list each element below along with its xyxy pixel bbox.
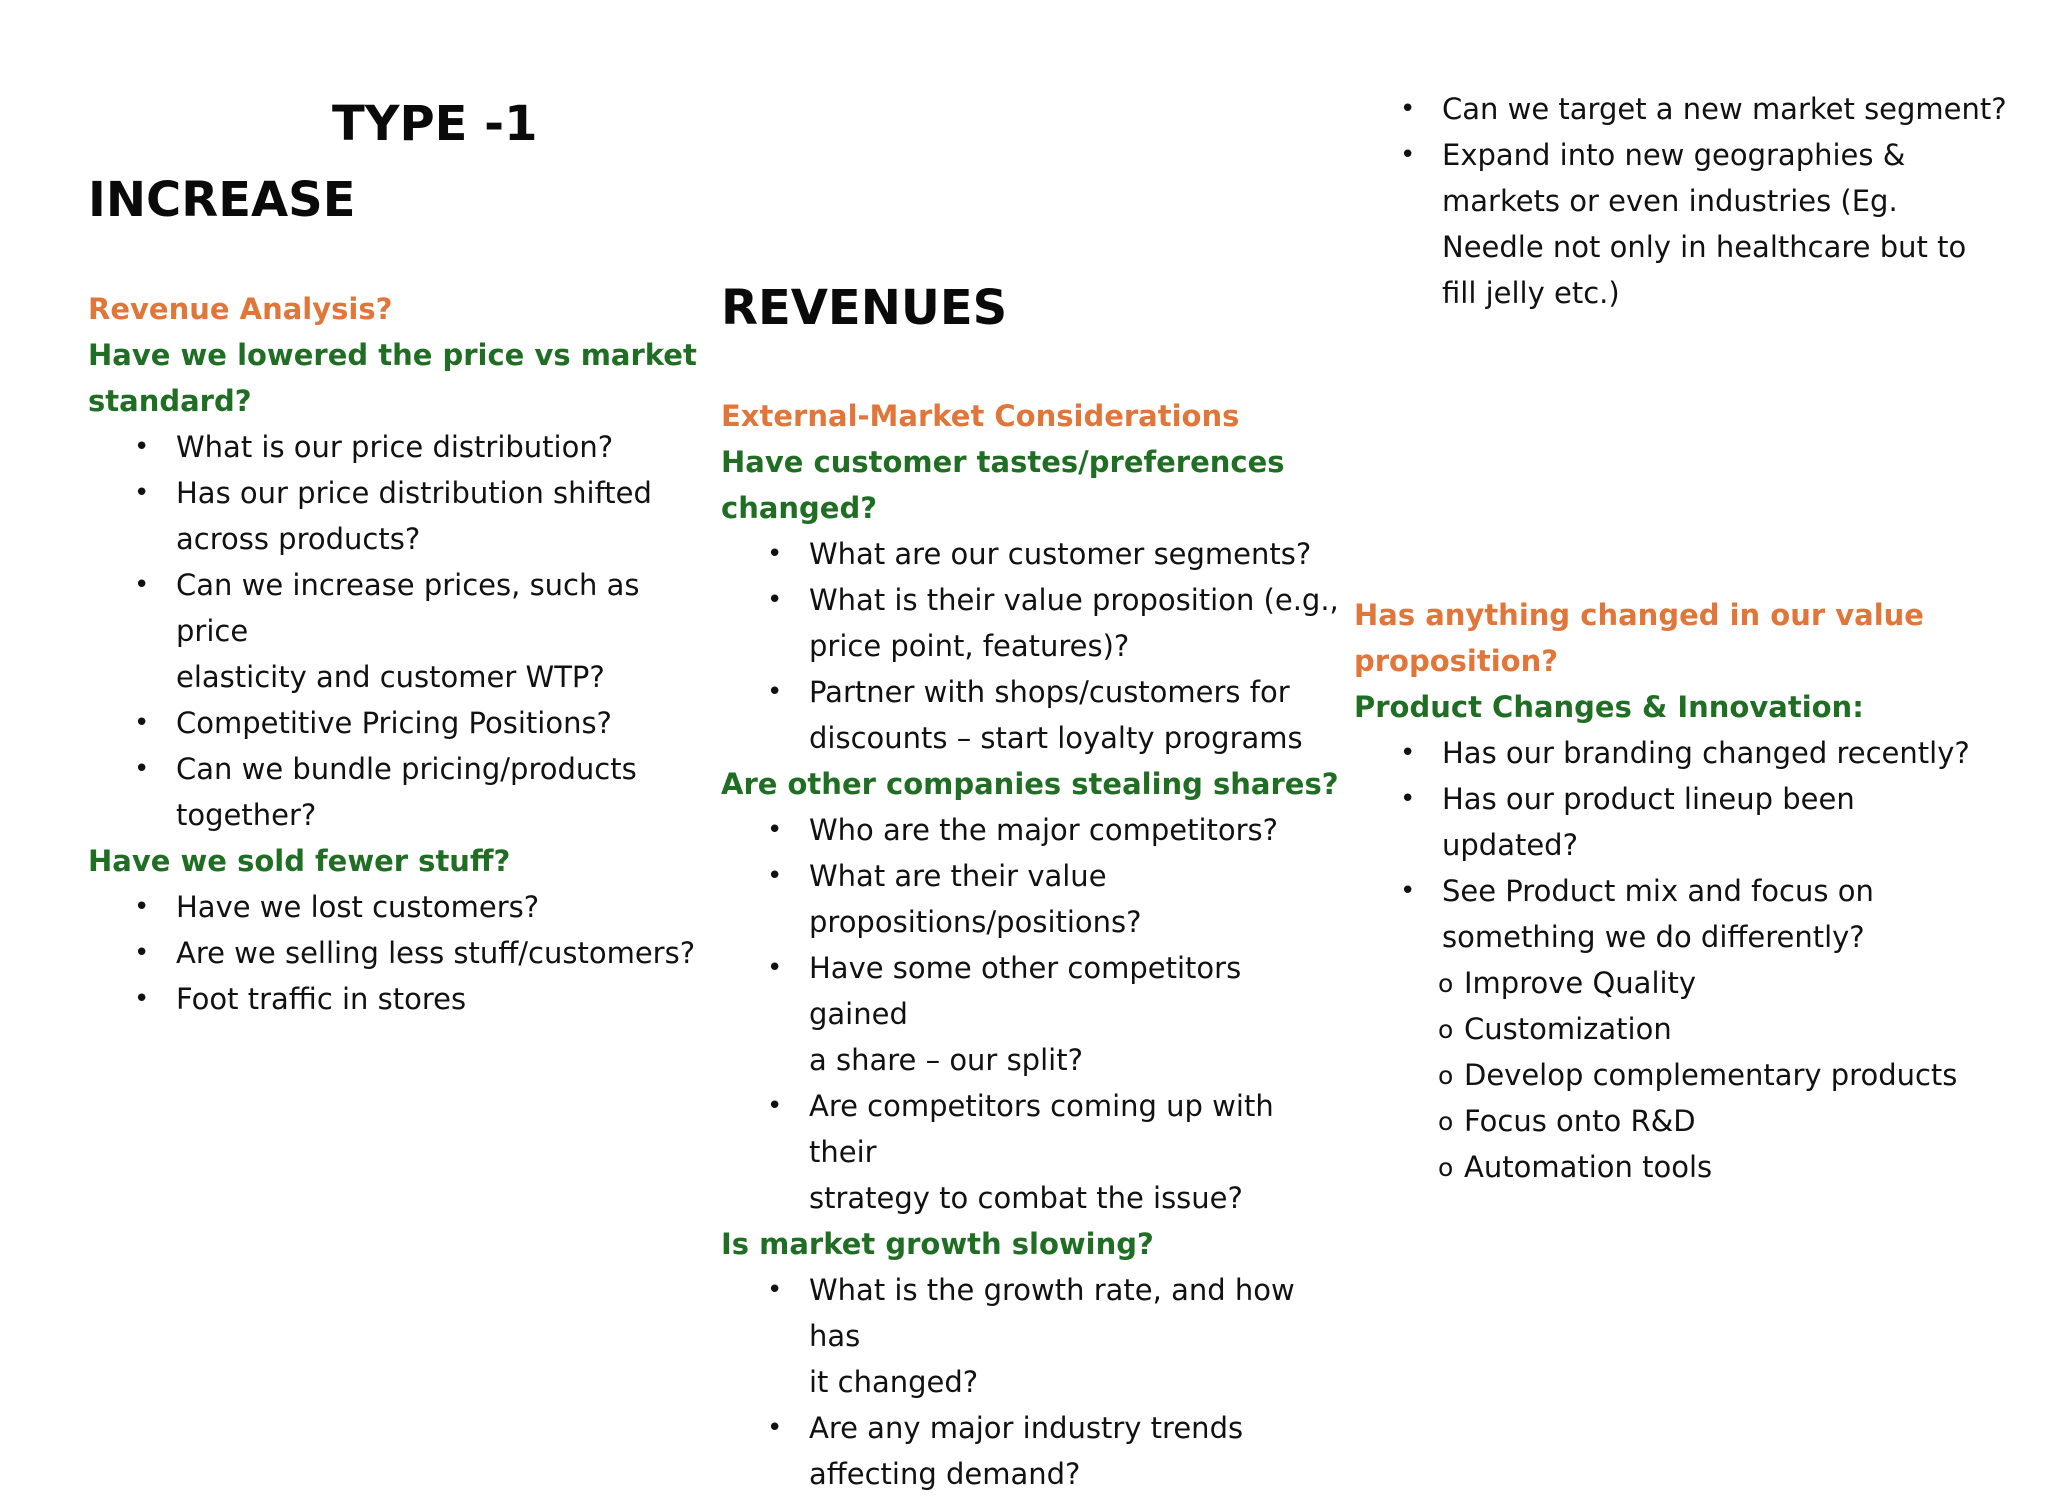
bullet-line: • See Product mix and focus on	[1442, 874, 1874, 908]
lowered-price-question	[88, 332, 708, 424]
revenue-analysis-heading: Revenue Analysis?	[88, 292, 393, 326]
stealing-shares-question: Are other companies stealing shares?	[721, 767, 1339, 801]
bullet-line: • Can we target a new market segment?	[1442, 92, 2007, 126]
bullet-line: across products?	[176, 522, 421, 556]
product-sub-list	[1354, 960, 2034, 1190]
column-external-market	[721, 393, 1341, 1497]
customer-bullet-list	[721, 531, 1341, 761]
column-value-proposition	[1354, 592, 2034, 1190]
bullet-line: • Are we selling less stuff/customers?	[176, 936, 696, 970]
increase-title: INCREASE	[88, 172, 356, 228]
market-growth-question: Is market growth slowing?	[721, 1227, 1154, 1261]
value-proposition-heading-line: Has anything changed in our value	[1354, 598, 1924, 632]
bullet-item	[721, 1405, 1341, 1497]
bullet-line: • Competitive Pricing Positions?	[176, 706, 612, 740]
bullet-item	[1354, 86, 2034, 132]
bullet-line: • What are our customer segments?	[809, 537, 1312, 571]
bullet-item	[721, 853, 1341, 945]
customer-tastes-question	[721, 439, 1341, 531]
bullet-line: • Are any major industry trends	[809, 1411, 1244, 1445]
bullet-line: • Can we bundle pricing/products	[176, 752, 637, 786]
bullet-line: markets or even industries (Eg.	[1442, 184, 1898, 218]
bullet-item	[88, 976, 708, 1022]
bullet-line: propositions/positions?	[809, 905, 1142, 939]
bullet-item	[721, 531, 1341, 577]
bullet-line: elasticity and customer WTP?	[176, 660, 605, 694]
bullet-item	[88, 700, 708, 746]
bullet-item	[721, 1083, 1341, 1221]
product-bullet-list	[1354, 730, 2034, 960]
bullet-line: updated?	[1442, 828, 1578, 862]
sub-item: o Customization	[1354, 1006, 2034, 1052]
bullet-item	[88, 930, 708, 976]
lowered-price-question-line: standard?	[88, 384, 252, 418]
column-new-markets	[1354, 86, 2034, 316]
bullet-line: it changed?	[809, 1365, 979, 1399]
bullet-line: • Has our price distribution shifted	[176, 476, 652, 510]
growth-bullet-list	[721, 1267, 1341, 1497]
sub-item: o Develop complementary products	[1354, 1052, 2034, 1098]
type-title: TYPE -1	[332, 96, 538, 152]
bullet-line: • Foot traffic in stores	[176, 982, 467, 1016]
sold-fewer-question: Have we sold fewer stuff?	[88, 844, 511, 878]
bullet-item	[1354, 132, 2034, 316]
product-changes-heading: Product Changes & Innovation:	[1354, 690, 1864, 724]
bullet-line: • Has our branding changed recently?	[1442, 736, 1970, 770]
bullet-line: Needle not only in healthcare but to	[1442, 230, 1967, 264]
price-bullet-list	[88, 424, 708, 838]
competitor-bullet-list	[721, 807, 1341, 1221]
bullet-line: • Has our product lineup been	[1442, 782, 1855, 816]
bullet-item	[721, 577, 1341, 669]
bullet-line: • What is the growth rate, and how has	[809, 1273, 1295, 1353]
bullet-line: • What are their value	[809, 859, 1107, 893]
external-market-heading: External-Market Considerations	[721, 399, 1240, 433]
new-markets-bullet-list	[1354, 86, 2034, 316]
bullet-item	[88, 746, 708, 838]
value-proposition-heading-line: proposition?	[1354, 644, 1559, 678]
revenues-title: REVENUES	[721, 280, 1008, 336]
bullet-line: • Who are the major competitors?	[809, 813, 1279, 847]
bullet-line: fill jelly etc.)	[1442, 276, 1620, 310]
bullet-line: • What is our price distribution?	[176, 430, 614, 464]
bullet-item	[88, 884, 708, 930]
bullet-line: • Can we increase prices, such as price	[176, 568, 640, 648]
sub-item: o Improve Quality	[1354, 960, 2034, 1006]
bullet-item	[721, 1267, 1341, 1405]
sub-item: o Automation tools	[1354, 1144, 2034, 1190]
bullet-line: something we do differently?	[1442, 920, 1865, 954]
bullet-item	[721, 669, 1341, 761]
bullet-line: strategy to combat the issue?	[809, 1181, 1243, 1215]
bullet-line: discounts – start loyalty programs	[809, 721, 1303, 755]
bullet-line: • Partner with shops/customers for	[809, 675, 1290, 709]
bullet-line: • Expand into new geographies &	[1442, 138, 1906, 172]
lowered-price-question-line: Have we lowered the price vs market	[88, 338, 697, 372]
bullet-line: • Are competitors coming up with their	[809, 1089, 1274, 1169]
customer-tastes-question-line: Have customer tastes/preferences	[721, 445, 1285, 479]
bullet-line: • Have some other competitors gained	[809, 951, 1242, 1031]
bullet-item	[88, 470, 708, 562]
bullet-item	[721, 807, 1341, 853]
sub-item: o Focus onto R&D	[1354, 1098, 2034, 1144]
bullet-line: together?	[176, 798, 317, 832]
bullet-line: price point, features)?	[809, 629, 1130, 663]
bullet-line: • What is their value proposition (e.g.,	[809, 583, 1339, 617]
bullet-item	[88, 424, 708, 470]
sold-fewer-bullet-list	[88, 884, 708, 1022]
value-proposition-heading	[1354, 592, 2034, 684]
bullet-item	[721, 945, 1341, 1083]
bullet-item	[88, 562, 708, 700]
customer-tastes-question-line: changed?	[721, 491, 878, 525]
bullet-item	[1354, 776, 2034, 868]
bullet-line: • Have we lost customers?	[176, 890, 540, 924]
bullet-line: a share – our split?	[809, 1043, 1083, 1077]
bullet-item	[1354, 868, 2034, 960]
bullet-line: affecting demand?	[809, 1457, 1081, 1491]
bullet-item	[1354, 730, 2034, 776]
column-revenue-analysis	[88, 286, 708, 1022]
